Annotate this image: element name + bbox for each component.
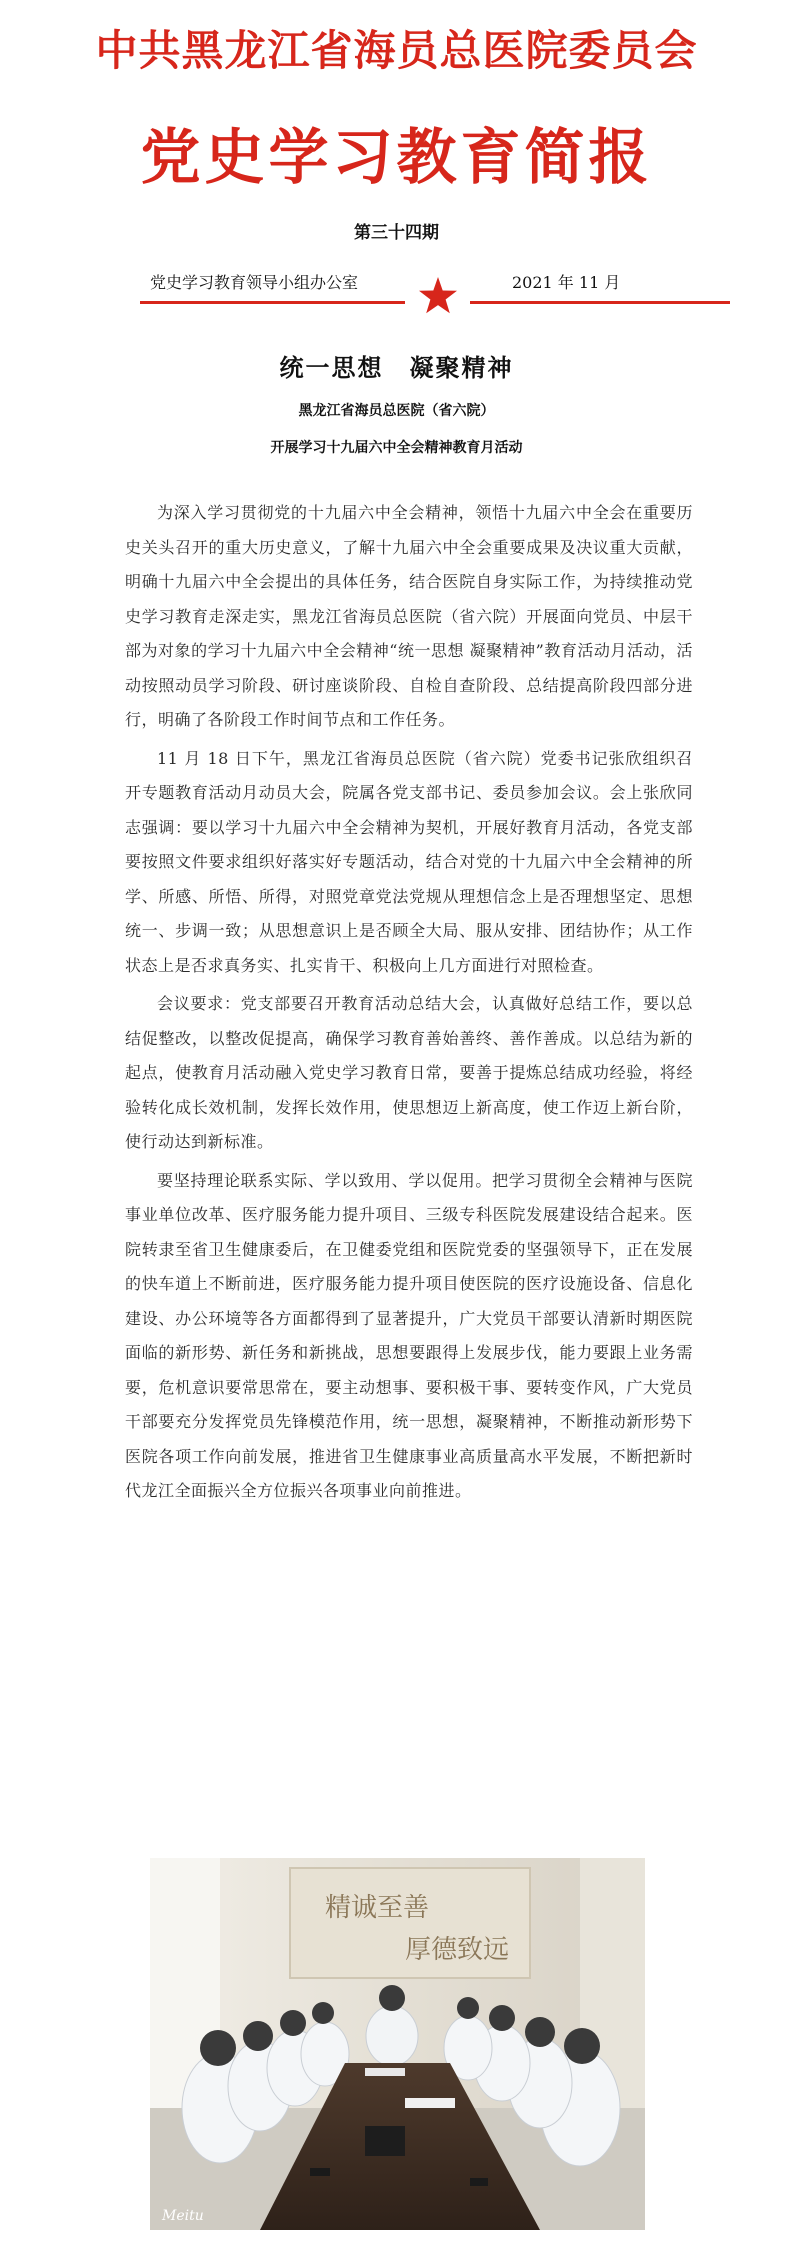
wall-calligraphy-1: 精诚至善 — [325, 1893, 430, 1923]
meeting-photo — [150, 1858, 645, 2230]
bulletin-title: 党史学习教育简报 — [140, 123, 653, 193]
article-subtitle-hospital: 黑龙江省海员总医院（省六院） — [298, 403, 495, 419]
paragraph: 要坚持理论联系实际、学以致用、学以促用。把学习贯彻全会精神与医院事业单位改革、医疗服务能力提升项目、三级专科医院发展建设结合起来。医院转隶至省卫生健康委后，在卫健委党组和医院党委的坚强领导下，正在发展的快车道上不断前进，医疗服务能力提升项目使医院的医疗设施设备、信息化建设、办公环境等各方面都得到了显著提升，广大党员干部要认清新时期医院面临的新形势、新任务和新挑战，思想要跟得上发展步伐，能力要跟上业务需要，危机意识要常思常在，要主动想事、要积极干事、要转变作风，广大党员干部要充分发挥党员先锋模范作用，统一思想，凝聚精神，不断推动新形势下医院各项工作向前发展，推进省卫生健康事业高质量高水平发展，不断把新时代龙江全面振兴全方位振兴各项事业向前推进。 — [125, 1170, 693, 1500]
paragraph: 11 月 18 日下午，黑龙江省海员总医院（省六院）党委书记张欣组织召开专题教育活动月动员大会，院属各党支部书记、委员参加会议。会上张欣同志强调：要以学习十九届六中全会精神为契机，开展好教育月活动，各党支部要按照文件要求组织好落实好专题活动，结合对党的十九届六中全会精神的所学、所感、所悟、所得，对照党章党法党规从理想信念上是否理想坚定、思想统一、步调一致；从思想意识上是否顾全大局、服从安排、团结协作；从工作状态上是否求真务实、扎实肯干、积极向上几方面进行对照检查。 — [125, 748, 693, 975]
red-star-icon — [418, 276, 458, 316]
red-divider-right — [470, 301, 730, 304]
organization-name: 中共黑龙江省海员总医院委员会 — [95, 26, 698, 75]
wall-calligraphy-2: 厚德致远 — [405, 1935, 510, 1965]
paragraph: 会议要求：党支部要召开教育活动总结大会，认真做好总结工作，要以总结促整改，以整改促提高，确保学习教育善始善终、善作善成。以总结为新的起点，使教育月活动融入党史学习教育日常，要善于提炼总结成功经验，将经验转化成长效机制，发挥长效作用，使思想迈上新高度，使工作迈上新台阶，使行动达到新标准。 — [125, 994, 693, 1151]
article-subtitle-activity: 开展学习十九届六中全会精神教育月活动 — [270, 440, 523, 456]
issue-number: 第三十四期 — [354, 223, 439, 243]
issuing-office: 党史学习教育领导小组办公室 — [150, 273, 359, 292]
laptop — [365, 2126, 405, 2156]
photo-watermark: Meitu — [162, 2208, 204, 2224]
issue-date: 2021 年 11 月 — [512, 273, 621, 292]
paragraph: 为深入学习贯彻党的十九届六中全会精神，领悟十九届六中全会在重要历史关头召开的重大历史意义，了解十九届六中全会重要成果及决议重大贡献，明确十九届六中全会提出的具体任务，结合医院自身实际工作，为持续推动党史学习教育走深走实，黑龙江省海员总医院（省六院）开展面向党员、中层干部为对象的学习十九届六中全会精神“统一思想 凝聚精神”教育活动月活动，活动按照动员学习阶段、研讨座谈阶段、自检自查阶段、总结提高阶段四部分进行，明确了各阶段工作时间节点和工作任务。 — [125, 503, 693, 729]
article-body — [125, 496, 693, 1513]
article-title: 统一思想 凝聚精神 — [279, 353, 514, 382]
red-divider-left — [140, 301, 405, 304]
